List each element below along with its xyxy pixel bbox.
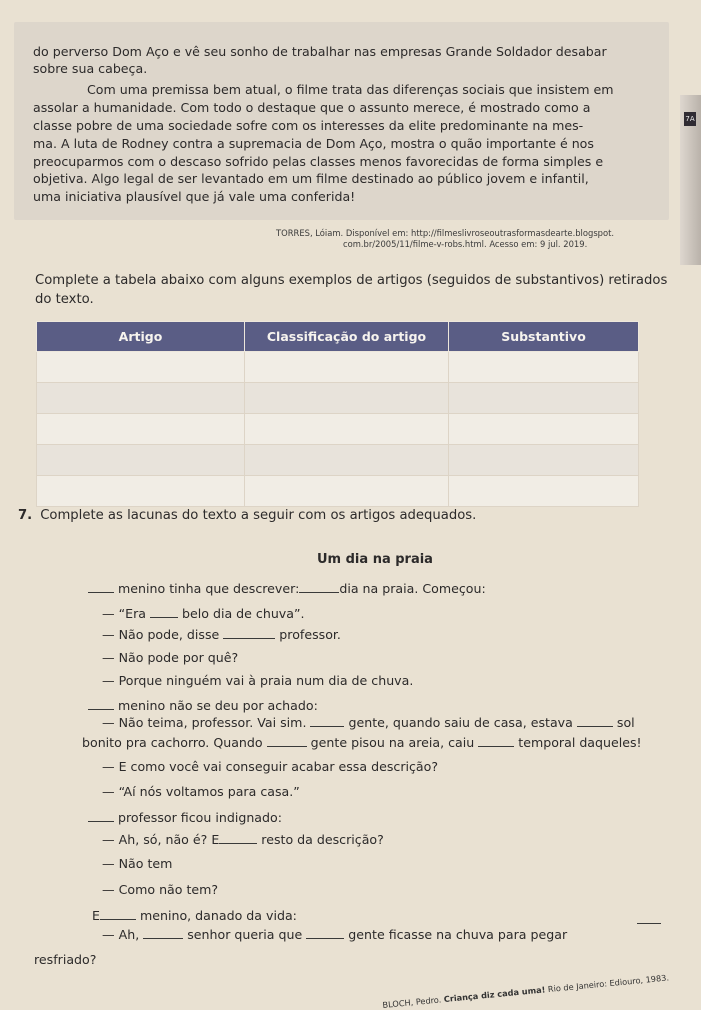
passage-line-8: objetiva. Algo legal de ser levantado em um filme destinado ao público jovem e infantil,	[33, 171, 589, 186]
text: resto da descrição?	[261, 832, 384, 847]
table-cell[interactable]	[245, 476, 449, 507]
instruction-line-2: do texto.	[35, 292, 94, 307]
header-artigo: Artigo	[37, 322, 245, 352]
table-cell[interactable]	[245, 383, 449, 414]
story-line-3	[102, 626, 341, 643]
passage-line-7: preocuparmos com o descaso sofrido pelas classes menos favorecidas de forma simples e	[33, 154, 604, 169]
text: — Ah, só, não é? E	[102, 832, 220, 847]
question-7	[18, 507, 476, 525]
text: belo dia de chuva”.	[182, 606, 305, 621]
blank-field[interactable]	[88, 580, 114, 593]
text: menino tinha que descrever:	[118, 581, 300, 596]
passage-line-3: Com uma premissa bem atual, o filme trata das diferenças sociais que insistem em	[87, 82, 614, 97]
blank-field[interactable]	[478, 734, 514, 747]
table-cell[interactable]	[449, 414, 639, 445]
blank-field[interactable]	[310, 714, 344, 727]
table-cell[interactable]	[37, 414, 245, 445]
story-line-5: — Porque ninguém vai à praia num dia de chuva.	[102, 673, 414, 688]
blank-field[interactable]	[100, 907, 136, 920]
table-cell[interactable]	[449, 383, 639, 414]
table-cell[interactable]	[37, 445, 245, 476]
articles-table	[36, 321, 639, 507]
blank-field[interactable]	[267, 734, 307, 747]
story-line-16	[102, 926, 567, 943]
credit-author: BLOCH, Pedro.	[382, 994, 442, 1010]
text: dia na praia. Começou:	[339, 581, 486, 596]
story-credit	[382, 972, 669, 1010]
text: E	[92, 908, 100, 923]
text: gente pisou na areia, caiu	[310, 735, 475, 750]
table-row	[37, 476, 639, 507]
table-cell[interactable]	[245, 352, 449, 383]
passage-line-6: ma. A luta de Rodney contra a supremacia de Dom Aço, mostra o quão importante é nos	[33, 136, 594, 151]
text: bonito pra cachorro. Quando	[82, 735, 263, 750]
table-cell[interactable]	[37, 383, 245, 414]
story-line-17: resfriado?	[34, 952, 97, 967]
story-line-4: — Não pode por quê?	[102, 650, 239, 665]
table-row	[37, 383, 639, 414]
blank-field[interactable]	[88, 697, 114, 710]
credit-work: Criança diz cada uma!	[443, 984, 546, 1005]
text: — Não pode, disse	[102, 627, 220, 642]
story-line-13: — Não tem	[102, 856, 173, 871]
story-line-10: — “Aí nós voltamos para casa.”	[102, 784, 300, 799]
table-cell[interactable]	[37, 476, 245, 507]
table-row	[37, 445, 639, 476]
table-cell[interactable]	[449, 352, 639, 383]
text: — Ah,	[102, 927, 140, 942]
blank-field[interactable]	[577, 714, 613, 727]
table-cell[interactable]	[245, 414, 449, 445]
text: menino não se deu por achado:	[118, 698, 318, 713]
blank-field[interactable]	[88, 809, 114, 822]
story-line-14: — Como não tem?	[102, 882, 219, 897]
text: — “Era	[102, 606, 146, 621]
table-row	[37, 352, 639, 383]
text: professor ficou indignado:	[118, 810, 282, 825]
text: sol	[616, 715, 635, 730]
story-line-15	[92, 907, 297, 924]
reference-line-2: com.br/2005/11/filme-v-robs.html. Acesso em: 9 jul. 2019.	[343, 239, 588, 249]
text: gente ficasse na chuva para pegar	[348, 927, 568, 942]
text: — Não teima, professor. Vai sim.	[102, 715, 307, 730]
text: senhor queria que	[187, 927, 303, 942]
table-row	[37, 414, 639, 445]
passage-line-1: do perverso Dom Aço e vê seu sonho de trabalhar nas empresas Grande Soldador desabar	[33, 44, 607, 59]
blank-field[interactable]	[150, 605, 178, 618]
text: professor.	[279, 627, 341, 642]
blank-field[interactable]	[143, 926, 183, 939]
text: gente, quando saiu de casa, estava	[348, 715, 573, 730]
header-substantivo: Substantivo	[449, 322, 639, 352]
blank-field[interactable]	[223, 626, 275, 639]
instruction-line-1: Complete a tabela abaixo com alguns exemplos de artigos (seguidos de substantivos) retirados	[35, 273, 668, 288]
table-cell[interactable]	[37, 352, 245, 383]
story-line-6	[88, 697, 318, 714]
blank-field[interactable]	[637, 911, 661, 924]
table-cell[interactable]	[449, 445, 639, 476]
story-line-11	[88, 809, 282, 826]
reference-line-1: TORRES, Lóiam. Disponível em: http://filmeslivroseoutrasformasdearte.blogspot.	[276, 228, 615, 238]
credit-publisher: Rio de Janeiro: Ediouro, 1983.	[547, 972, 670, 995]
story-line-8	[82, 734, 642, 751]
header-classificacao: Classificação do artigo	[245, 322, 449, 352]
blank-field[interactable]	[299, 580, 339, 593]
side-tab: 7A	[684, 112, 696, 126]
passage-line-4: assolar a humanidade. Com todo o destaque que o assunto merece, é mostrado como a	[33, 100, 591, 115]
story-line-1	[88, 580, 486, 597]
question-text: Complete as lacunas do texto a seguir com os artigos adequados.	[40, 508, 477, 523]
story-line-7	[102, 714, 635, 731]
passage-line-5: classe pobre de uma sociedade sofre com os interesses da elite predominante na mes-	[33, 118, 584, 133]
story-title: Um dia na praia	[317, 552, 433, 567]
text: temporal daqueles!	[518, 735, 642, 750]
blank-field[interactable]	[306, 926, 344, 939]
question-number: 7.	[18, 508, 33, 523]
blank-field[interactable]	[219, 831, 257, 844]
text: menino, danado da vida:	[139, 908, 297, 923]
table-cell[interactable]	[245, 445, 449, 476]
story-line-9: — E como você vai conseguir acabar essa descrição?	[102, 759, 439, 774]
passage-line-2: sobre sua cabeça.	[33, 61, 148, 76]
passage-line-9: uma iniciativa plausível que já vale uma conferida!	[33, 189, 356, 204]
table-cell[interactable]	[449, 476, 639, 507]
story-line-2	[102, 605, 305, 622]
story-line-12	[102, 831, 384, 848]
